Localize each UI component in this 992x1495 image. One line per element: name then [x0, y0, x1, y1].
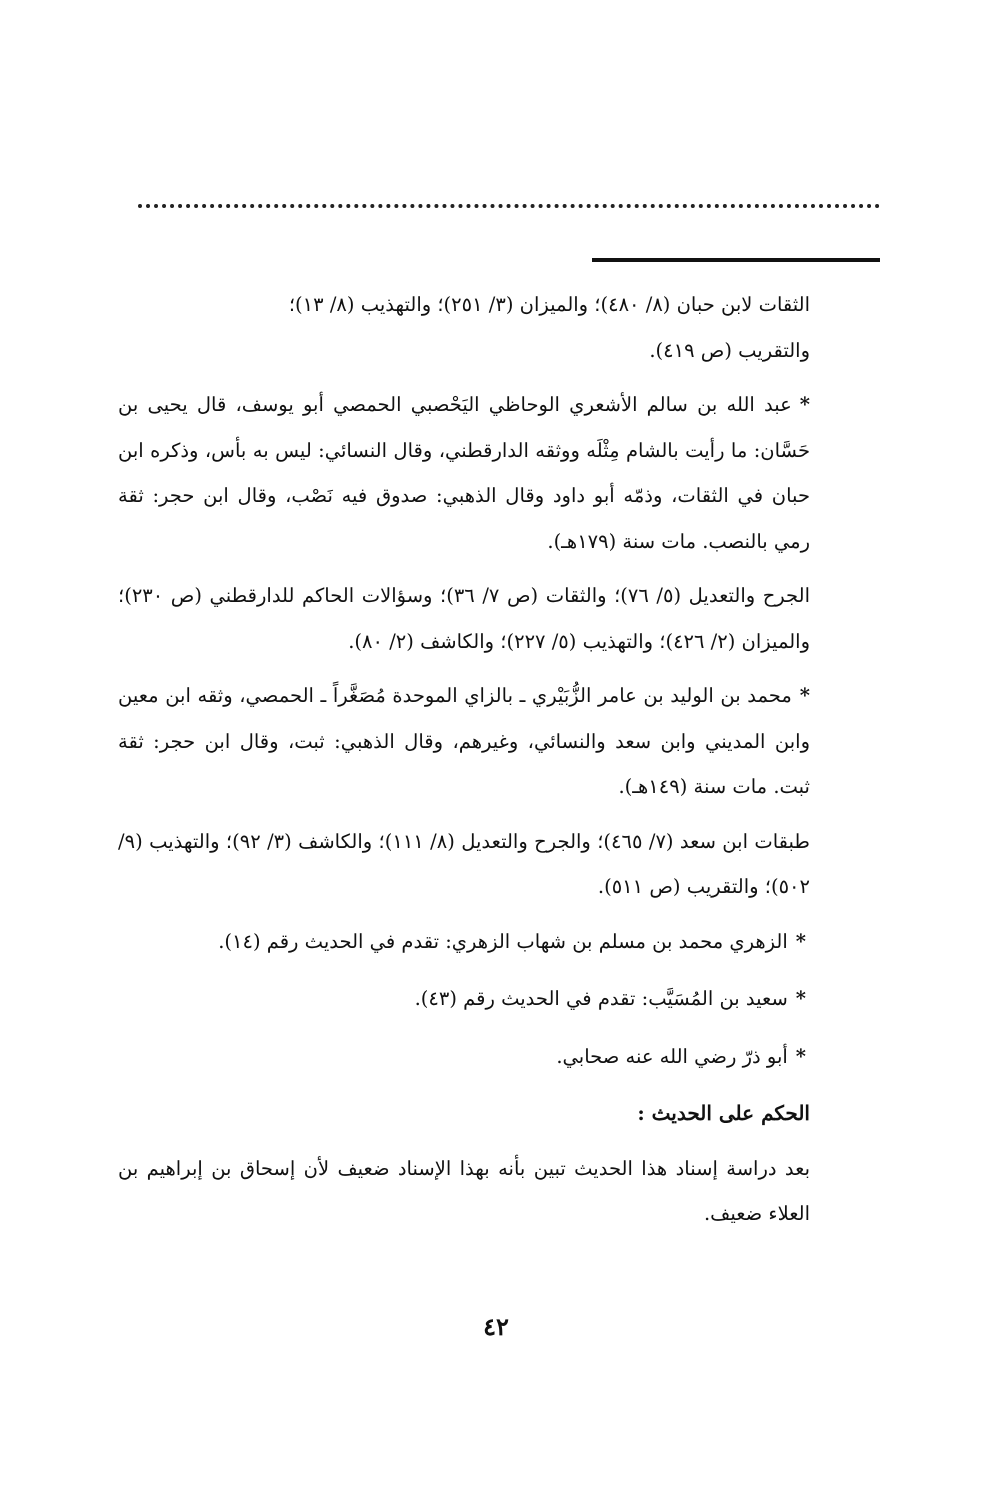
narrator-bio-zuhri — [118, 919, 810, 965]
narrator-bio-abdullah — [118, 382, 810, 564]
source-citation-2: الجرح والتعديل (٥/ ٧٦)؛ والثقات (ص ٧/ ٣٦)؛ وسؤالات الحاكم للدارقطني (ص ٢٣٠)؛ والميزان (٢/ ٤٢٦)؛ والتهذيب (٥/ ٢٢٧)؛ والكاشف (٢/ ٨٠). — [118, 584, 811, 653]
narrator-bio-abu-dharr — [118, 1034, 810, 1080]
page-number: ٤٢ — [483, 1312, 509, 1341]
source-citation-1 — [118, 282, 810, 373]
bullet-star: * — [795, 987, 806, 1010]
footnotes-body — [118, 282, 810, 1246]
dotted-separator — [138, 204, 880, 208]
bullet-star: * — [795, 1044, 806, 1068]
narrator-bio-muhammad-zubaydi — [118, 673, 810, 810]
bullet-star: * — [799, 684, 810, 707]
narrator-bio-text: الزهري محمد بن مسلم بن شهاب الزهري: تقدم في الحديث رقم (١٤). — [218, 929, 788, 953]
bullet-star: * — [795, 929, 806, 953]
narrator-bio-text: أبو ذرّ رضي الله عنه صحابي. — [556, 1044, 788, 1068]
bullet-star: * — [799, 393, 810, 416]
footnote-rule — [592, 258, 880, 262]
source-citation-1-line-1: الثقات لابن حبان (٨/ ٤٨٠)؛ والميزان (٣/ ٢٥١)؛ والتهذيب (٨/ ١٣)؛ — [288, 293, 810, 316]
ruling-heading: الحكم على الحديث : — [637, 1101, 810, 1125]
narrator-bio-text: سعيد بن المُسَيَّب: تقدم في الحديث رقم (٤٣). — [414, 987, 788, 1010]
source-citation-3: طبقات ابن سعد (٧/ ٤٦٥)؛ والجرح والتعديل (٨/ ١١١)؛ والكاشف (٣/ ٩٢)؛ والتهذيب (٩/ ٥٠٢)؛ والتقريب (ص ٥١١). — [118, 829, 810, 898]
narrator-bio-said — [118, 976, 810, 1022]
source-citation-1-line-2: والتقريب (ص ٤١٩). — [649, 338, 810, 362]
narrator-bio-text: محمد بن الوليد بن عامر الزُّبَيْري ـ بالزاي الموحدة مُصَغَّراً ـ الحمصي، وثقه ابن معين وابن المديني وابن سعد والنسائي، وغيرهم، وقال الذهبي: ثبت، وقال ابن حجر: ثقة ثبت. مات سنة (١٤٩هـ). — [118, 684, 810, 798]
ruling-text: بعد دراسة إسناد هذا الحديث تبين بأنه بهذا الإسناد ضعيف لأن إسحاق بن إبراهيم بن العلاء ضعيف. — [118, 1156, 810, 1225]
narrator-bio-text: عبد الله بن سالم الأشعري الوحاظي اليَحْصبي الحمصي أبو يوسف، قال يحيى بن حَسَّان: ما رأيت بالشام مِثْلَه ووثقه الدارقطني، وقال النسائي: ليس به بأس، وذكره ابن حبان في الثقات، وذمّه أبو داود وقال الذهبي: صدوق فيه نَصْب، وقال ابن حجر: ثقة رمي بالنصب. مات سنة (١٧٩هـ). — [118, 393, 810, 553]
